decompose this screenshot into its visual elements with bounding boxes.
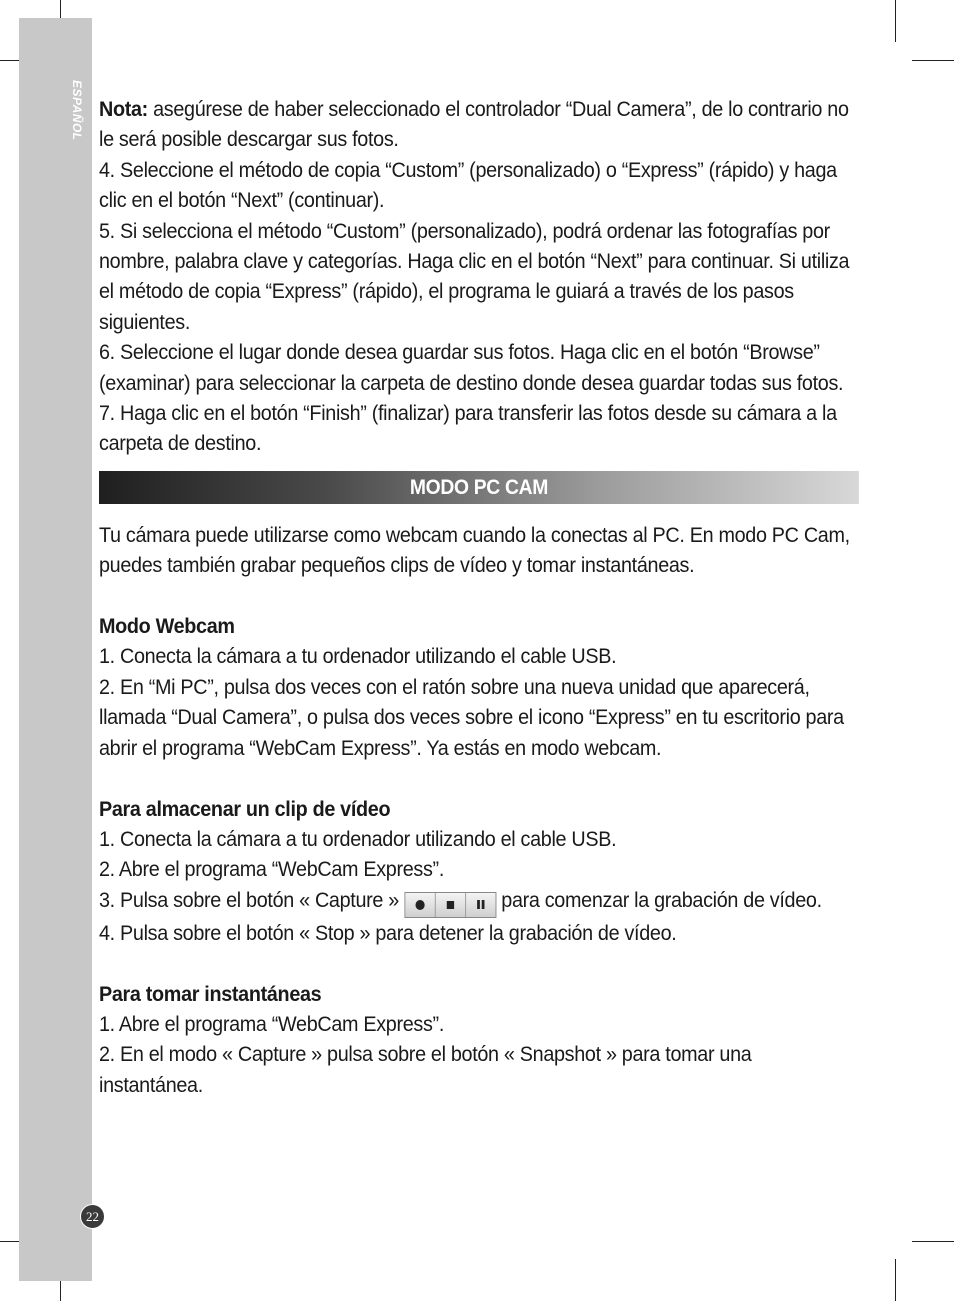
step-7: 7. Haga clic en el botón “Finish” (finalizar) para transferir las fotos desde su cámara a la carpeta de destino. [99, 401, 837, 456]
record-icon [405, 893, 435, 917]
webcam-step-2: 2. En “Mi PC”, pulsa dos veces con el ratón sobre una nueva unidad que aparecerá, llamada “Dual Camera”, o pulsa dos veces sobre el icono “Express” en tu escritorio para abrir el programa “WebCam Express”. Ya estás en modo webcam. [99, 674, 844, 760]
video-step-3 [99, 885, 859, 918]
page-number: 22 [80, 1204, 105, 1229]
pause-icon [466, 893, 495, 917]
capture-controls [404, 892, 496, 918]
section-title-bar [99, 471, 859, 504]
snapshot-step-1: 1. Abre el programa “WebCam Express”. [99, 1011, 444, 1036]
note-text: asegúrese de haber seleccionado el controlador “Dual Camera”, de lo contrario no le será posible descargar sus fotos. [99, 97, 849, 152]
video-step-4: 4. Pulsa sobre el botón « Stop » para detener la grabación de vídeo. [99, 920, 677, 945]
language-label: ESPAÑOL [70, 80, 84, 141]
crop-mark [912, 1241, 954, 1242]
page-content [99, 94, 859, 1100]
snapshot-step-2: 2. En el modo « Capture » pulsa sobre el botón « Snapshot » para tomar una instantánea. [99, 1042, 752, 1097]
video-step-1: 1. Conecta la cámara a tu ordenador utilizando el cable USB. [99, 826, 617, 851]
crop-mark [895, 1259, 896, 1301]
language-side-band [19, 18, 92, 1281]
webcam-step-1: 1. Conecta la cámara a tu ordenador utilizando el cable USB. [99, 644, 617, 669]
crop-mark [895, 0, 896, 42]
pc-cam-intro: Tu cámara puede utilizarse como webcam cuando la conectas al PC. En modo PC Cam, puedes también grabar pequeños clips de vídeo y tomar instantáneas. [99, 522, 850, 578]
section-title: MODO PC CAM [409, 475, 549, 499]
note-label: Nota: [99, 97, 148, 121]
crop-mark [912, 60, 954, 61]
stop-icon [435, 893, 465, 917]
video-heading: Para almacenar un clip de vídeo [99, 796, 391, 821]
video-step-3-end: para comenzar la grabación de vídeo. [496, 887, 822, 912]
note-paragraph [99, 94, 859, 155]
step-6: 6. Seleccione el lugar donde desea guardar sus fotos. Haga clic en el botón “Browse” (examinar) para seleccionar la carpeta de destino donde desea guardar todas sus fotos. [99, 340, 844, 395]
step-4: 4. Seleccione el método de copia “Custom” (personalizado) o “Express” (rápido) y haga clic en el botón “Next” (continuar). [99, 157, 837, 213]
step-5: 5. Si selecciona el método “Custom” (personalizado), podrá ordenar las fotografías por nombre, palabra clave y categorías. Haga clic en el botón “Next” para continuar. Si utiliza el método de copia “Express” (rápido), el programa le guiará a través de los pasos siguientes. [99, 218, 850, 334]
snapshot-heading: Para tomar instantáneas [99, 981, 322, 1006]
video-step-3-start: 3. Pulsa sobre el botón « Capture » [99, 887, 405, 912]
video-step-2: 2. Abre el programa “WebCam Express”. [99, 857, 444, 882]
webcam-heading: Modo Webcam [99, 614, 235, 639]
